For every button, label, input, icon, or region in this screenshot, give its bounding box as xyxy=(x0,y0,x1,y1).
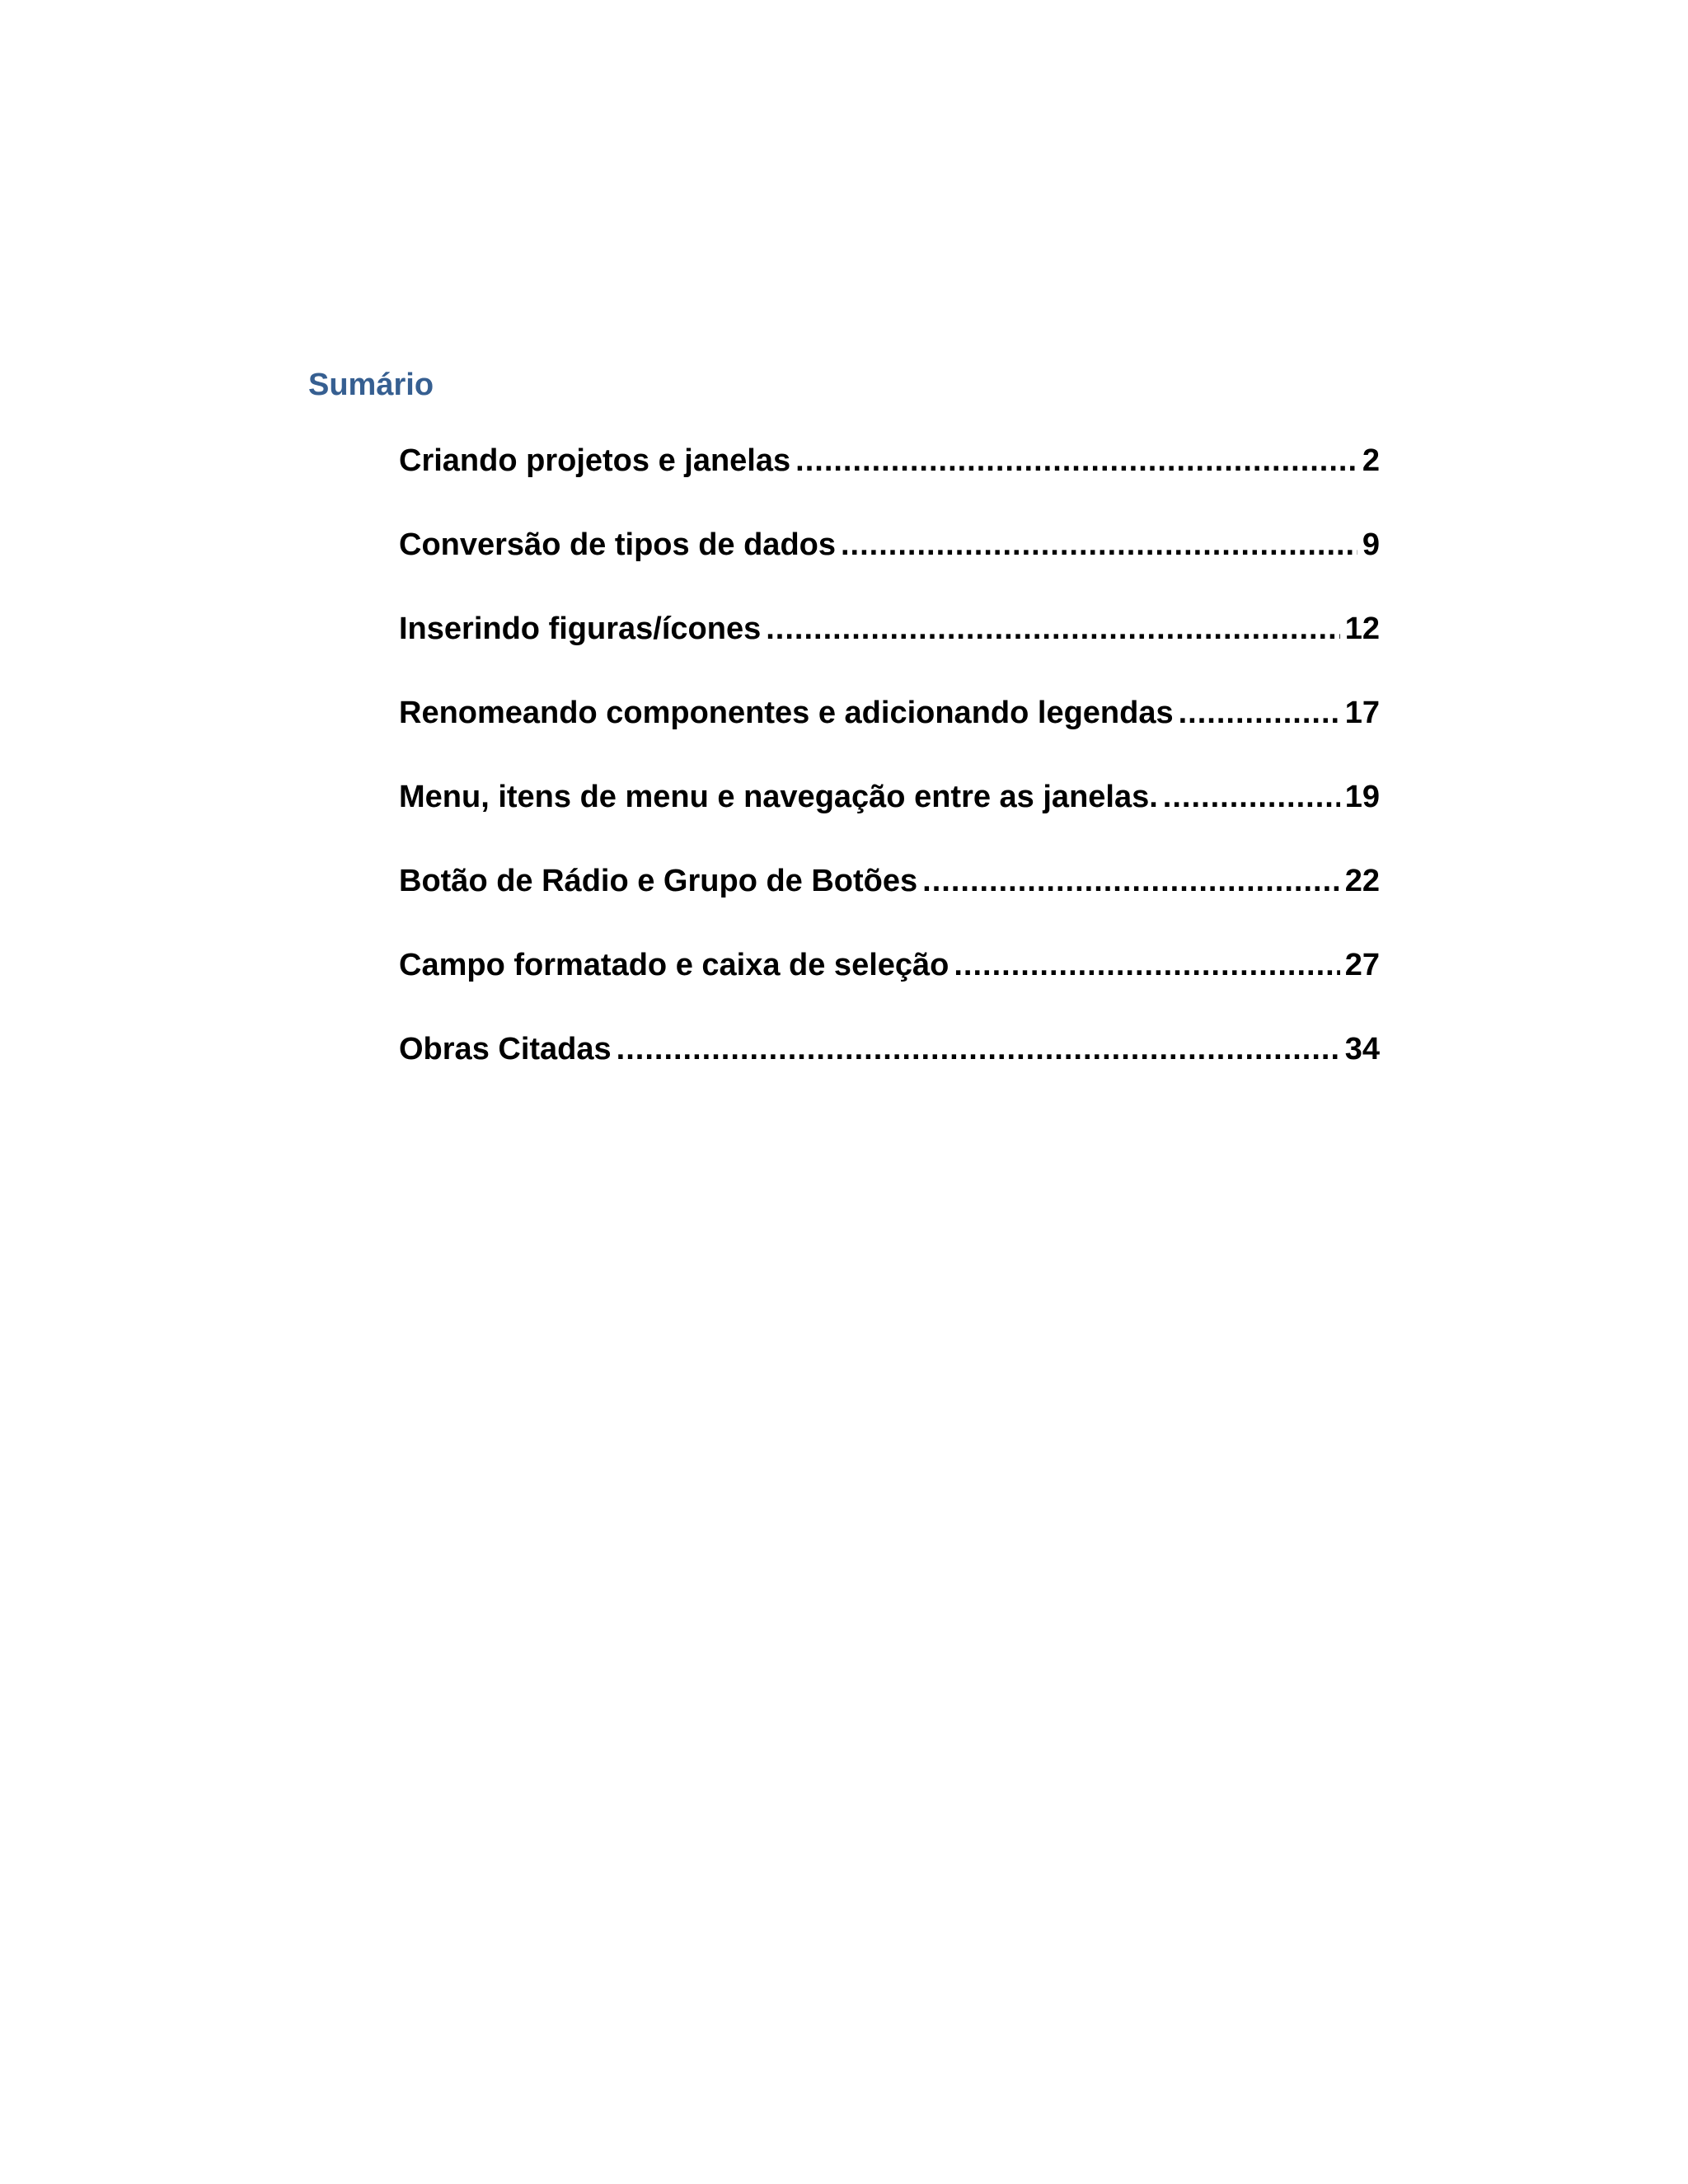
toc-dot-leader xyxy=(617,1033,1340,1065)
toc-entry-text: Obras Citadas xyxy=(399,1032,612,1066)
toc-dot-leader xyxy=(795,445,1357,476)
toc-entry-page: 34 xyxy=(1344,1032,1380,1066)
toc-entry-botao-radio[interactable] xyxy=(399,865,1380,949)
toc-entry-page: 9 xyxy=(1362,527,1380,562)
toc-entry-text: Botão de Rádio e Grupo de Botões xyxy=(399,864,918,898)
toc-entry-campo-formatado[interactable] xyxy=(399,949,1380,1033)
toc-entry-inserindo-figuras[interactable] xyxy=(399,613,1380,697)
toc-entry-menu-navegacao[interactable] xyxy=(399,781,1380,865)
toc-dot-leader xyxy=(841,529,1357,560)
toc-title: Sumário xyxy=(308,368,434,402)
toc-entry-text: Criando projetos e janelas xyxy=(399,443,791,478)
toc-dot-leader xyxy=(1179,697,1340,729)
toc-entry-text: Inserindo figuras/ícones xyxy=(399,612,762,646)
toc-entry-page: 27 xyxy=(1344,948,1380,982)
toc-entry-criando-projetos[interactable] xyxy=(399,445,1380,529)
toc-dot-leader xyxy=(1163,781,1340,813)
toc-entry-text: Renomeando componentes e adicionando legendas xyxy=(399,696,1174,730)
toc-list xyxy=(399,445,1380,1118)
toc-entry-conversao-tipos[interactable] xyxy=(399,529,1380,613)
toc-entry-page: 2 xyxy=(1362,443,1380,478)
toc-entry-page: 17 xyxy=(1344,696,1380,730)
toc-entry-page: 22 xyxy=(1344,864,1380,898)
toc-entry-page: 12 xyxy=(1344,612,1380,646)
toc-dot-leader xyxy=(766,613,1340,644)
toc-entry-text: Menu, itens de menu e navegação entre as janelas. xyxy=(399,780,1158,814)
toc-entry-text: Conversão de tipos de dados xyxy=(399,527,836,562)
toc-entry-renomeando-componentes[interactable] xyxy=(399,697,1380,781)
toc-entry-text: Campo formatado e caixa de seleção xyxy=(399,948,950,982)
toc-dot-leader xyxy=(954,949,1339,981)
toc-entry-page: 19 xyxy=(1344,780,1380,814)
toc-dot-leader xyxy=(922,865,1340,897)
toc-entry-obras-citadas[interactable] xyxy=(399,1033,1380,1118)
